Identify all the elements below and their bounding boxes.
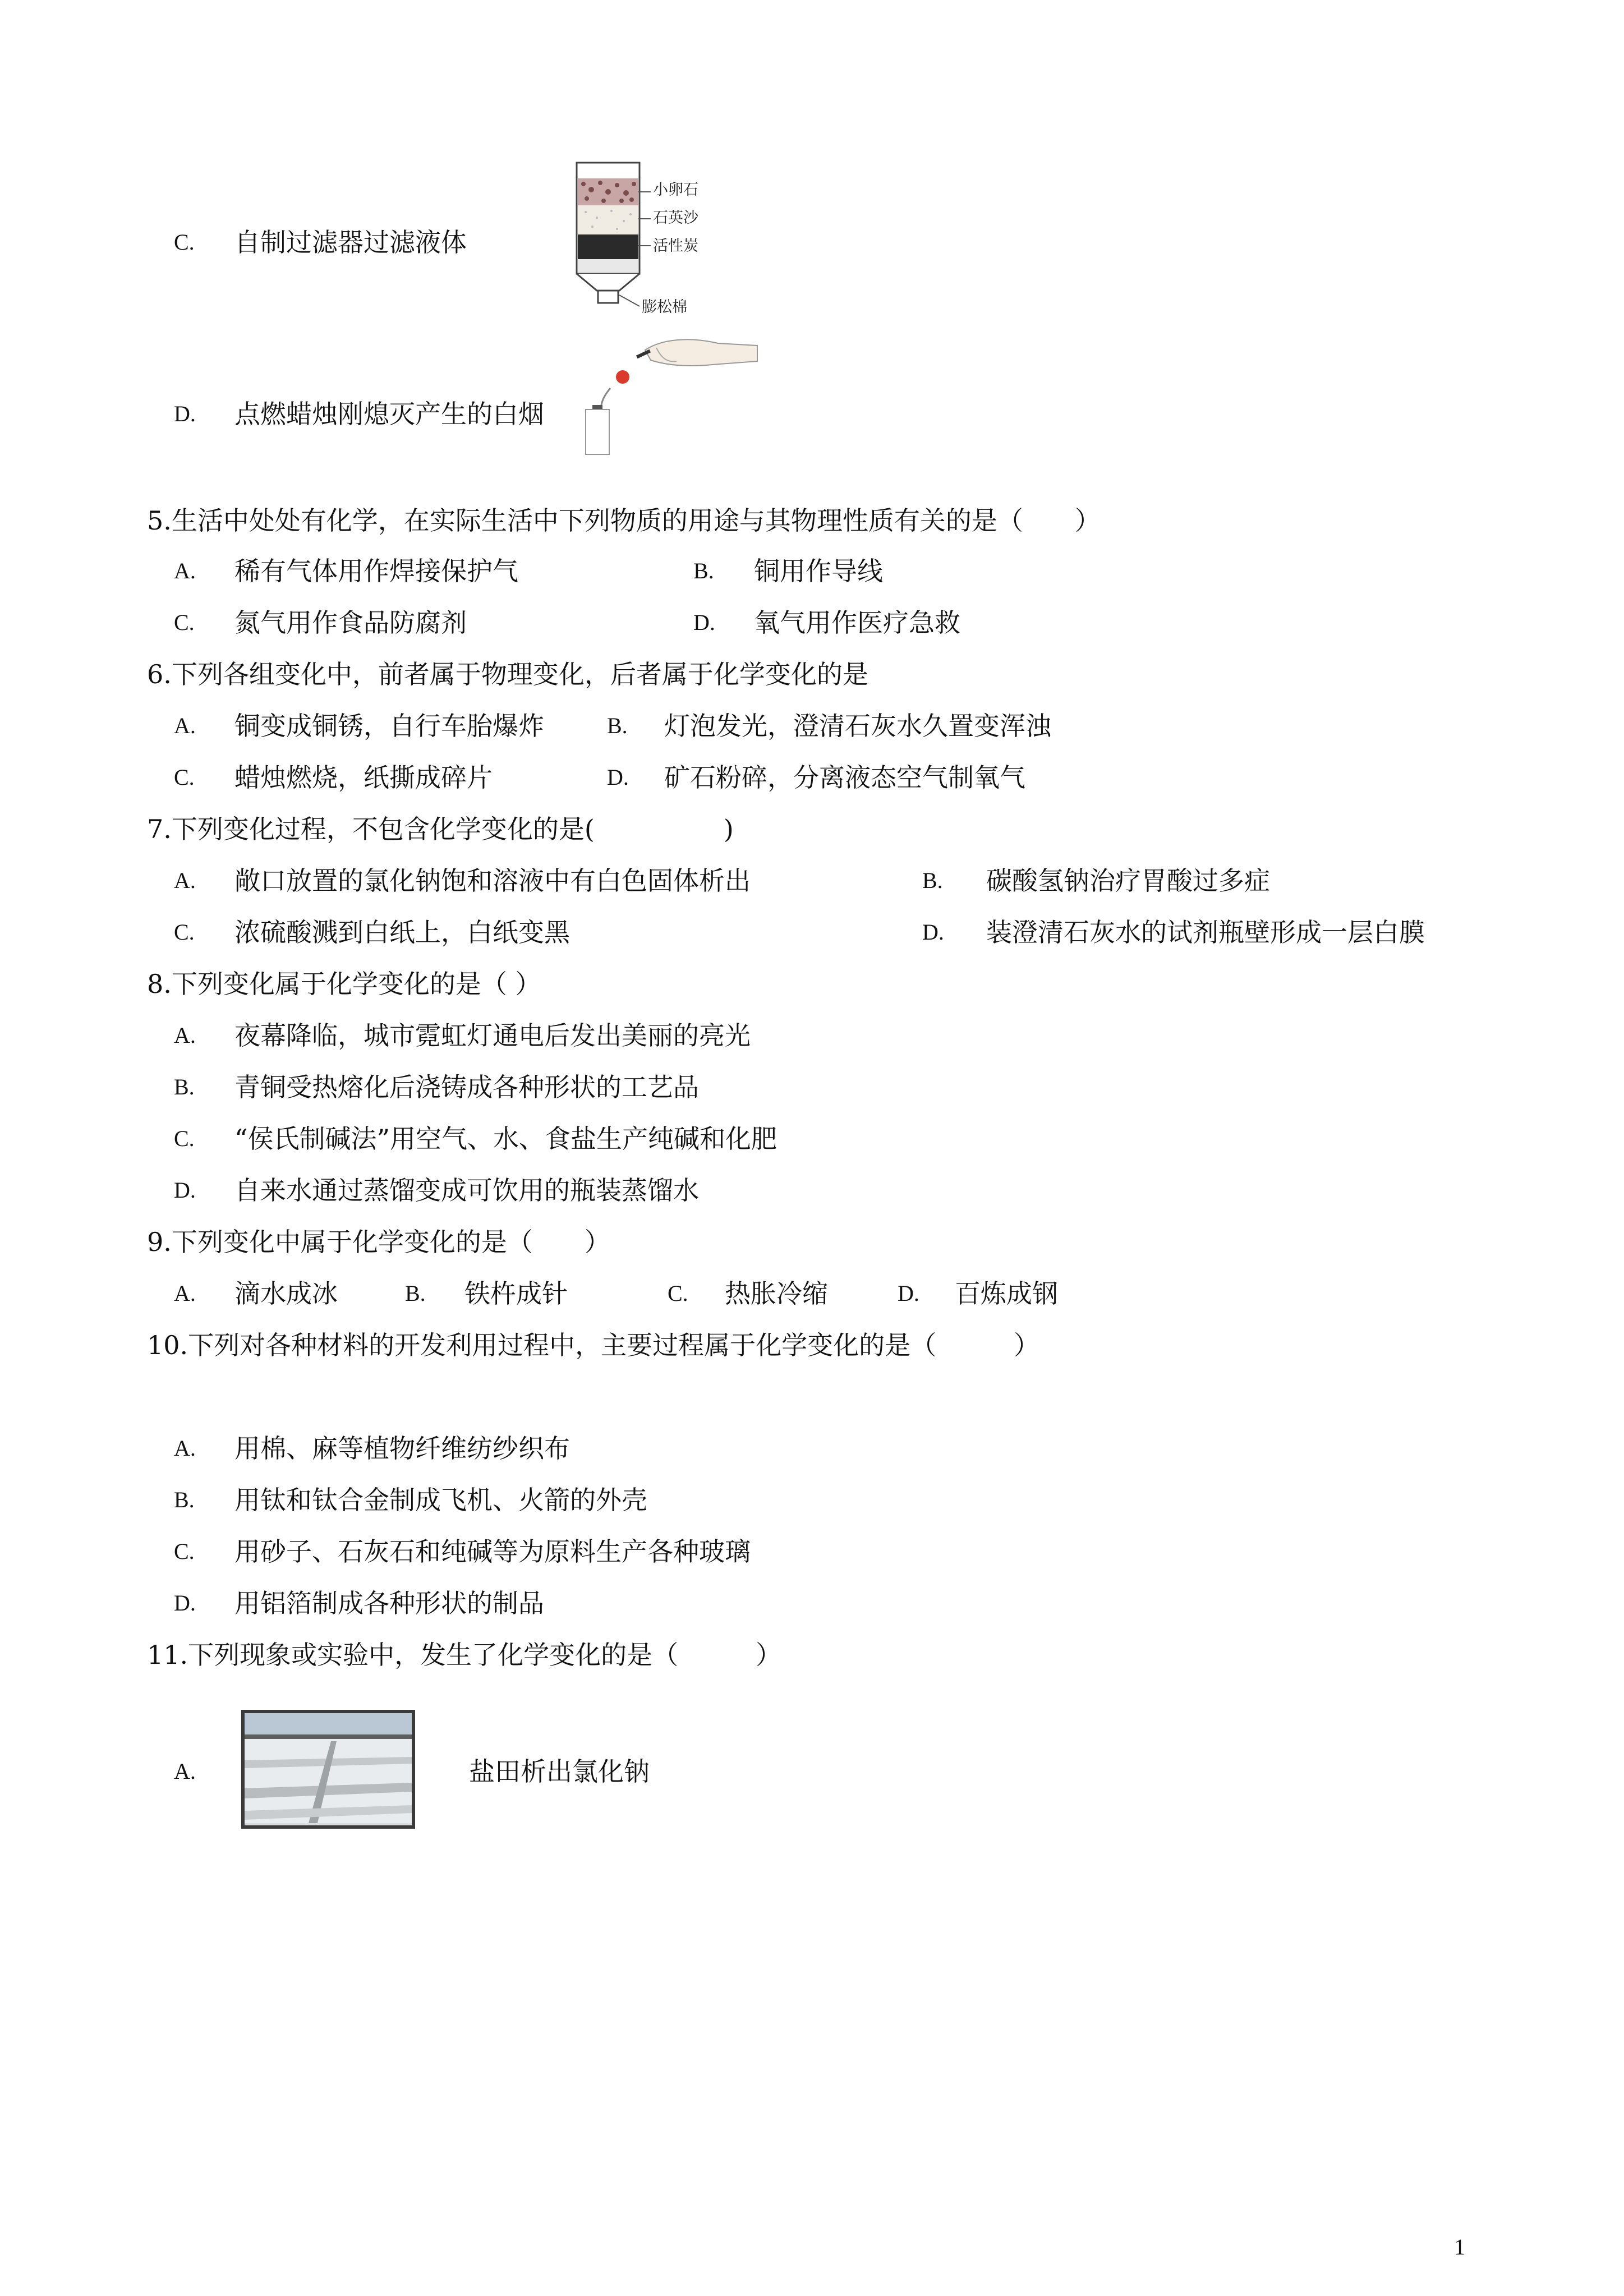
filter-label-cotton: 膨松棉	[642, 298, 687, 316]
q4-option-d-label: D.	[174, 401, 196, 426]
q10-option-d-text: 用铝箔制成各种形状的制品	[234, 1588, 544, 1618]
q8-option-b-text: 青铜受热熔化后浇铸成各种形状的工艺品	[234, 1072, 699, 1102]
q5-option-b-text: 铜用作导线	[754, 556, 883, 586]
q7-option-a-label: A.	[174, 868, 196, 893]
q10-option-b-label: B.	[174, 1487, 195, 1512]
q6-stem: 6.下列各组变化中，前者属于物理变化，后者属于化学变化的是	[147, 659, 868, 689]
q8-option-d-text: 自来水通过蒸馏变成可饮用的瓶装蒸馏水	[234, 1175, 699, 1205]
candle-smoke-diagram	[578, 325, 763, 460]
q6-option-d-label: D.	[607, 765, 629, 790]
filter-label-pebbles: 小卵石	[653, 181, 698, 199]
q5-stem: 5.生活中处处有化学，在实际生活中下列物质的用途与其物理性质有关的是（ ）	[147, 505, 1101, 536]
q8-option-b-label: B.	[174, 1074, 195, 1099]
q10-option-d-label: D.	[174, 1590, 196, 1616]
q4-option-c-label: C.	[174, 229, 195, 255]
q5-option-d-text: 氧气用作医疗急救	[754, 608, 960, 638]
q11-option-a-text: 盐田析出氯化钠	[469, 1756, 650, 1787]
q6-option-a-label: A.	[174, 713, 196, 738]
q10-option-a-text: 用棉、麻等植物纤维纺纱织布	[234, 1433, 570, 1464]
q5-option-c-label: C.	[174, 610, 195, 635]
q6-option-a-text: 铜变成铜锈，自行车胎爆炸	[234, 711, 544, 741]
q5-option-b-label: B.	[693, 558, 714, 583]
filter-label-quartz-sand: 石英沙	[653, 209, 698, 227]
q6-option-b-label: B.	[607, 713, 628, 738]
q9-option-b-text: 铁杵成针	[464, 1278, 568, 1309]
q9-option-d-text: 百炼成钢	[955, 1278, 1058, 1309]
q9-option-a-label: A.	[174, 1281, 196, 1306]
q8-option-d-label: D.	[174, 1177, 196, 1203]
q9-option-c-label: C.	[668, 1281, 688, 1306]
q10-option-a-label: A.	[174, 1435, 196, 1461]
q4-option-d-text: 点燃蜡烛刚熄灭产生的白烟	[234, 399, 544, 429]
q7-option-d-label: D.	[922, 919, 944, 945]
q8-option-c-label: C.	[174, 1126, 195, 1151]
q7-option-b-text: 碳酸氢钠治疗胃酸过多症	[986, 866, 1270, 896]
q6-option-c-text: 蜡烛燃烧，纸撕成碎片	[234, 762, 493, 793]
q8-option-a-text: 夜幕降临，城市霓虹灯通电后发出美丽的亮光	[234, 1020, 751, 1051]
q8-stem: 8.下列变化属于化学变化的是（ ）	[147, 969, 541, 999]
q10-option-c-label: C.	[174, 1539, 195, 1564]
filter-label-activated-carbon: 活性炭	[653, 237, 698, 255]
q6-option-d-text: 矿石粉碎，分离液态空气制氧气	[664, 762, 1025, 793]
q11-stem: 11.下列现象或实验中，发生了化学变化的是（ ）	[147, 1640, 782, 1670]
q10-option-b-text: 用钛和钛合金制成飞机、火箭的外壳	[234, 1485, 647, 1515]
q7-option-c-text: 浓硫酸溅到白纸上，白纸变黑	[234, 917, 570, 947]
q7-option-b-label: B.	[922, 868, 943, 893]
q6-option-c-label: C.	[174, 765, 195, 790]
salt-field-photo	[241, 1710, 415, 1829]
q9-option-b-label: B.	[405, 1281, 426, 1306]
q9-stem: 9.下列变化中属于化学变化的是（ ）	[147, 1227, 610, 1257]
q7-stem: 7.下列变化过程，不包含化学变化的是( )	[147, 814, 734, 844]
q7-option-d-text: 装澄清石灰水的试剂瓶壁形成一层白膜	[986, 917, 1425, 947]
q7-option-a-text: 敞口放置的氯化钠饱和溶液中有白色固体析出	[234, 866, 751, 896]
q9-option-c-text: 热胀冷缩	[725, 1278, 828, 1309]
q9-option-a-text: 滴水成冰	[234, 1278, 338, 1309]
q5-option-a-label: A.	[174, 558, 196, 583]
q5-option-d-label: D.	[693, 610, 715, 635]
q8-option-c-text: “侯氏制碱法”用空气、水、食盐生产纯碱和化肥	[234, 1124, 778, 1154]
page-number: 1	[1454, 2234, 1465, 2260]
q8-option-a-label: A.	[174, 1023, 196, 1048]
q6-option-b-text: 灯泡发光，澄清石灰水久置变浑浊	[664, 711, 1051, 741]
q5-option-c-text: 氮气用作食品防腐剂	[234, 608, 467, 638]
q7-option-c-label: C.	[174, 919, 195, 945]
q10-option-c-text: 用砂子、石灰石和纯碱等为原料生产各种玻璃	[234, 1536, 751, 1567]
q11-option-a-label: A.	[174, 1759, 196, 1784]
q5-option-a-text: 稀有气体用作焊接保护气	[234, 556, 518, 586]
q4-option-c-text: 自制过滤器过滤液体	[234, 227, 467, 257]
q9-option-d-label: D.	[898, 1281, 919, 1306]
q10-stem: 10.下列对各种材料的开发利用过程中，主要过程属于化学变化的是（ ）	[147, 1330, 1040, 1360]
